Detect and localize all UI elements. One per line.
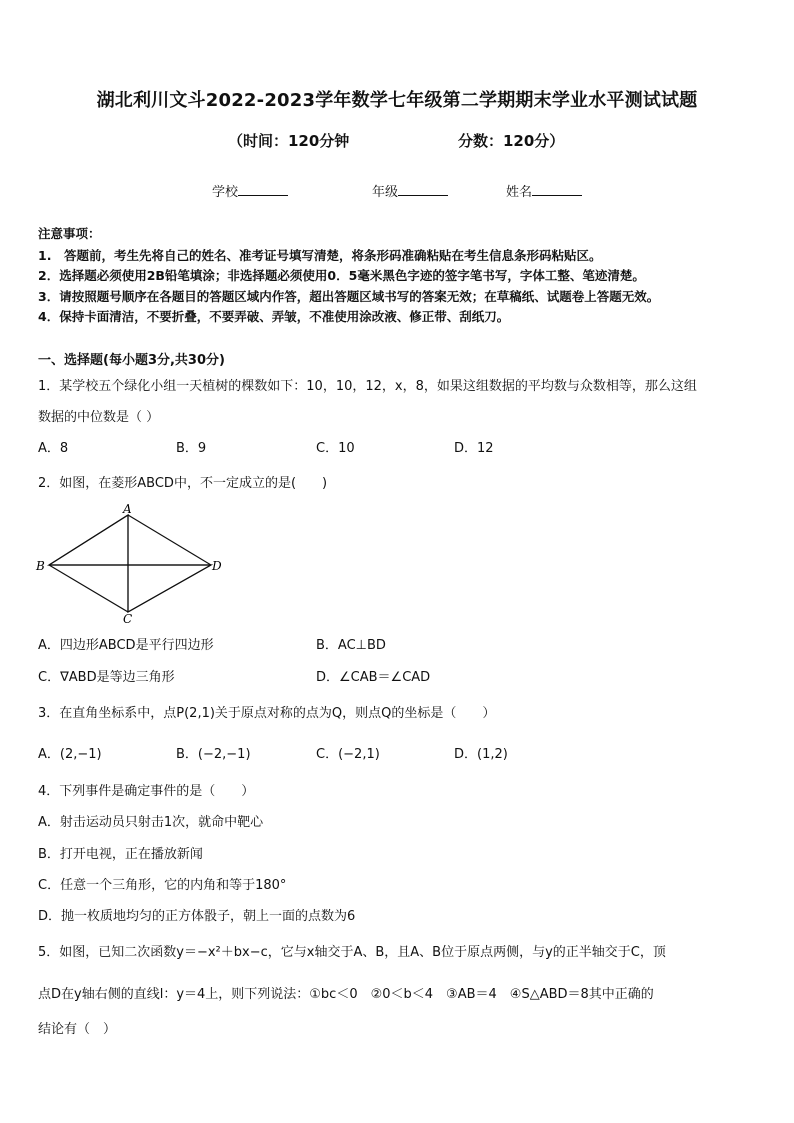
- q2-option-d[interactable]: D．∠CAB＝∠CAD: [316, 670, 431, 685]
- q2-option-a[interactable]: A．四边形ABCD是平行四边形: [38, 638, 214, 653]
- q4-option-a[interactable]: A．射击运动员只射击1次，就命中靶心: [38, 815, 264, 830]
- grade-blank: [398, 183, 448, 196]
- school-blank: [238, 183, 288, 196]
- page-title: 湖北利川文斗2022-2023学年数学七年级第二学期期末学业水平测试试题: [96, 90, 698, 111]
- name-blank: [532, 183, 582, 196]
- grade-label: 年级: [372, 185, 399, 200]
- q3-option-b[interactable]: B．(−2,−1): [176, 747, 251, 762]
- vertex-label-a: A: [123, 502, 132, 516]
- notice-item: 3．请按照题号顺序在各题目的答题区域内作答，超出答题区域书写的答案无效；在草稿纸、试题卷上答题无效。: [38, 289, 660, 304]
- rhombus-outline: [49, 515, 211, 612]
- q1-option-d[interactable]: D．12: [454, 441, 494, 456]
- exam-time: （时间：120分钟: [228, 132, 350, 150]
- q3-option-d[interactable]: D．(1,2): [454, 747, 508, 762]
- q5-line3: 结论有（ ）: [38, 1022, 117, 1037]
- rhombus-figure: [34, 502, 230, 626]
- q1-option-c[interactable]: C．10: [316, 441, 355, 456]
- side-ad: [128, 515, 211, 565]
- notice-heading: 注意事项：: [38, 226, 101, 241]
- vertex-label-b: B: [36, 559, 45, 573]
- notice-item: 2．选择题必须使用2B铅笔填涂；非选择题必须使用0．5毫米黑色字迹的签字笔书写，字体工整、笔迹清楚。: [38, 268, 645, 283]
- q3-option-a[interactable]: A．(2,−1): [38, 747, 102, 762]
- q4-stem: 4．下列事件是确定事件的是（ ）: [38, 784, 255, 799]
- side-ab: [49, 515, 128, 565]
- name-label: 姓名: [506, 185, 533, 200]
- q1-option-b[interactable]: B．9: [176, 441, 207, 456]
- q4-option-c[interactable]: C．任意一个三角形，它的内角和等于180°: [38, 878, 287, 893]
- q4-option-d[interactable]: D．抛一枚质地均匀的正方体骰子，朝上一面的点数为6: [38, 909, 356, 924]
- q5-line1: 5．如图，已知二次函数y＝−x²＋bx−c，它与x轴交于A、B，且A、B位于原点两侧，与y的正半轴交于C，顶: [38, 945, 666, 960]
- q1-line1: 1．某学校五个绿化小组一天植树的棵数如下：10，10，12，x，8，如果这组数据的平均数与众数相等，那么这组: [38, 379, 697, 394]
- q1-line2: 数据的中位数是（ ）: [38, 410, 160, 425]
- vertex-label-c: C: [123, 612, 133, 626]
- q1-option-a[interactable]: A．8: [38, 441, 69, 456]
- vertex-label-d: D: [212, 559, 222, 573]
- school-label: 学校: [212, 185, 239, 200]
- name-field: [506, 181, 582, 200]
- q2-option-b[interactable]: B．AC⊥BD: [316, 638, 386, 653]
- exam-score: 分数：120分）: [458, 132, 565, 150]
- q4-option-b[interactable]: B．打开电视，正在播放新闻: [38, 847, 203, 862]
- q3-stem: 3．在直角坐标系中，点P(2,1)关于原点对称的点为Q，则点Q的坐标是（ ）: [38, 706, 496, 721]
- q2-stem: 2．如图，在菱形ABCD中，不一定成立的是( ): [38, 476, 328, 491]
- side-bc: [49, 565, 128, 612]
- q5-line2: 点D在y轴右侧的直线l：y＝4上，则下列说法：①bc＜0 ②0＜b＜4 ③AB＝4 ④S△ABD＝8其中正确的: [38, 987, 654, 1002]
- grade-field: [372, 181, 448, 200]
- notice-item: 4．保持卡面清洁，不要折叠，不要弄破、弄皱，不准使用涂改液、修正带、刮纸刀。: [38, 309, 510, 324]
- section-heading: 一、选择题(每小题3分,共30分): [38, 353, 225, 368]
- q3-option-c[interactable]: C．(−2,1): [316, 747, 380, 762]
- q2-option-c[interactable]: C．∇ABD是等边三角形: [38, 670, 175, 685]
- notice-item: 1. 答题前，考生先将自己的姓名、准考证号填写清楚，将条形码准确粘贴在考生信息条形码粘贴区。: [38, 248, 602, 263]
- school-field: [212, 181, 288, 200]
- side-dc: [128, 565, 211, 612]
